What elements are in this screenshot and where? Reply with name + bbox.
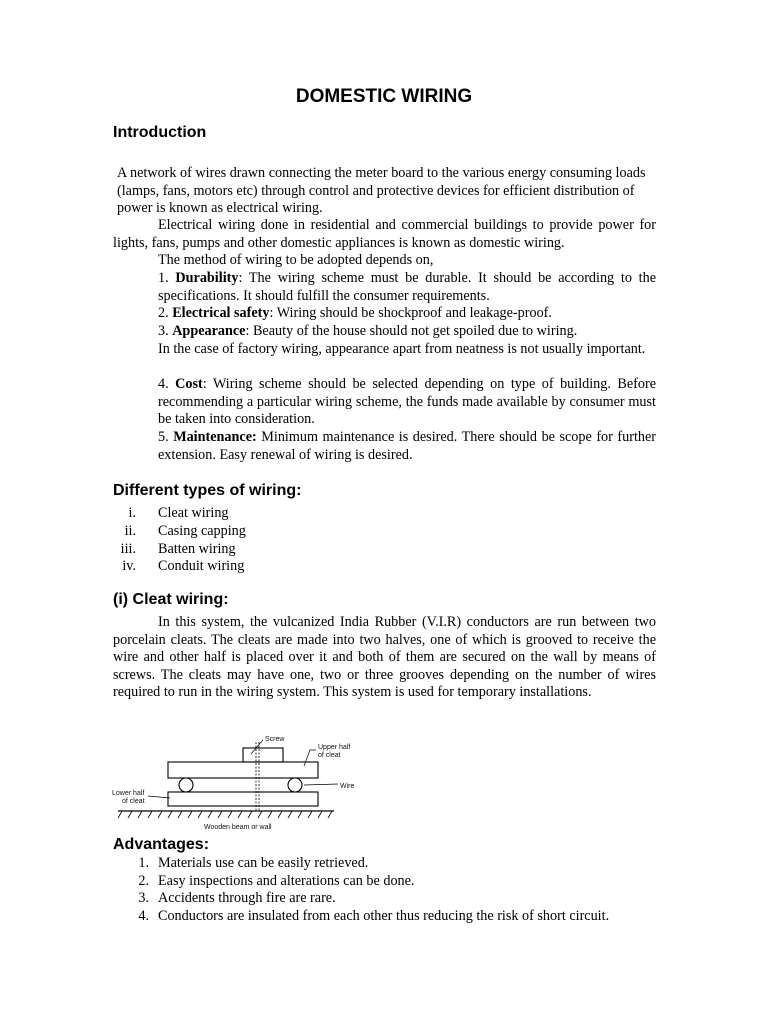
list-item [113, 890, 673, 908]
list-number: i. [128, 505, 136, 521]
factor-term: Maintenance: [173, 429, 257, 445]
list-item [113, 873, 673, 891]
wooden-beam [118, 811, 334, 818]
factor-number: 3. [158, 323, 169, 339]
list-item [113, 908, 673, 926]
factor-number: 4. [158, 376, 169, 392]
wooden-beam-label: Wooden beam or wall [204, 824, 272, 831]
introduction-heading: Introduction [113, 124, 207, 141]
intro-paragraph-2: Electrical wiring done in residential and commercial buildings to provide power for lights, fans, pumps and other domestic appliances is known as domestic wiring. [113, 217, 656, 251]
list-text: Easy inspections and alterations can be done. [158, 873, 415, 889]
factor-text: : Beauty of the house should not get spoiled due to wiring. [245, 323, 578, 339]
factor-number: 2. [158, 305, 169, 321]
list-item [113, 505, 613, 523]
factor-term: Appearance [172, 323, 246, 339]
upper-cleat-half [168, 762, 318, 778]
factor-item-appearance [158, 323, 656, 341]
page-title: DOMESTIC WIRING [295, 86, 473, 107]
list-number: ii. [124, 523, 136, 539]
factor-item-electrical-safety [158, 305, 656, 323]
list-item [113, 855, 673, 873]
factor-text: Minimum maintenance is desired. There should be scope for further extension. Easy renewal of wiring is desired. [158, 429, 657, 463]
cleat-wiring-paragraph: In this system, the vulcanized India Rubber (V.I.R) conductors are run between two porcelain cleats. The cleats are made into two halves, one of which is grooved to receive the wire and other half is placed over it and both of them are secured on the wall by means of screws. The cleats may have one, two or three grooves depending on the number of wires required to run in the wiring system. This system is used for temporary installations. [113, 614, 656, 701]
lower-half-label-line-2: of cleat [122, 798, 145, 805]
list-label: Conduit wiring [158, 558, 245, 574]
factor-number: 5. [158, 429, 169, 445]
wire-label: Wire [340, 783, 355, 790]
list-text: Materials use can be easily retrieved. [158, 855, 369, 871]
lower-half-label: Lower half [112, 790, 145, 797]
factor-item-durability [158, 270, 656, 305]
list-label: Cleat wiring [158, 505, 229, 521]
screw-shank [256, 742, 259, 810]
lower-cleat-half [168, 792, 318, 806]
screw-head [243, 748, 283, 762]
list-item [113, 558, 613, 576]
appearance-note: In the case of factory wiring, appearance apart from neatness is not usually important. [158, 341, 646, 357]
advantages-heading: Advantages: [113, 836, 210, 853]
list-text: Accidents through fire are rare. [158, 890, 336, 906]
factor-term: Electrical safety [172, 305, 270, 321]
list-number: 2. [138, 873, 149, 889]
list-number: iv. [122, 558, 136, 574]
upper-half-label: Upper half [318, 744, 351, 751]
list-label: Casing capping [158, 523, 246, 539]
intro-paragraph-1: A network of wires drawn connecting the meter board to the various energy consuming loads (lamps, fans, motors etc) through control and protective devices for efficient distribution of power is known as electrical wiring. [117, 165, 646, 217]
factor-text: : Wiring should be shockproof and leakage-proof. [269, 305, 552, 321]
factor-item-cost [158, 376, 656, 429]
intro-paragraph-3: The method of wiring to be adopted depends on, [158, 252, 434, 268]
list-text: Conductors are insulated from each other thus reducing the risk of short circuit. [158, 908, 610, 924]
list-label: Batten wiring [158, 541, 236, 557]
factor-text: : Wiring scheme should be selected depending on type of building. Before recommending a particular wiring scheme, the funds made available by consumer must be taken into consideration. [158, 376, 657, 428]
cleat-wiring-diagram [108, 728, 370, 836]
wire-conductors [179, 778, 302, 792]
list-number: 4. [138, 908, 149, 924]
cleat-wiring-heading: (i) Cleat wiring: [113, 591, 229, 608]
list-item [113, 523, 613, 541]
factor-term: Durability [175, 270, 239, 286]
factor-number: 1. [158, 270, 169, 286]
factor-term: Cost [175, 376, 203, 392]
screw-label: Screw [265, 736, 285, 743]
factor-item-maintenance [158, 429, 656, 464]
list-item [113, 541, 613, 559]
list-number: iii. [120, 541, 136, 557]
types-heading: Different types of wiring: [113, 482, 302, 499]
upper-half-label-line-2: of cleat [318, 752, 341, 759]
factor-text: : The wiring scheme must be durable. It should be according to the specifications. It should fulfill the consumer requirements. [158, 270, 657, 304]
list-number: 1. [138, 855, 149, 871]
list-number: 3. [138, 890, 149, 906]
